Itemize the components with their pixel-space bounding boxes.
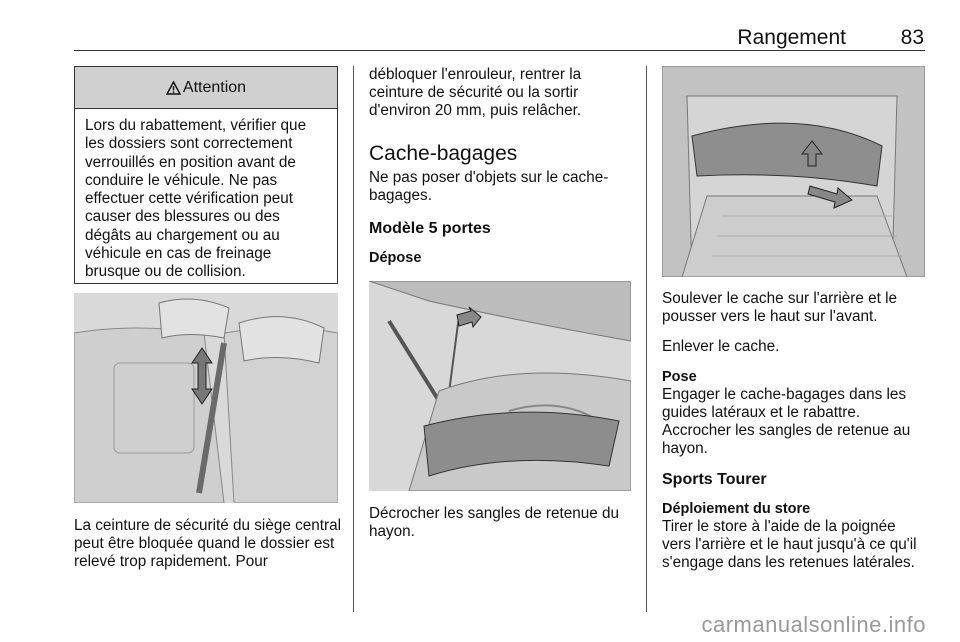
- page-header-title: Rangement: [737, 26, 846, 49]
- continued-paragraph: débloquer l'enrouleur, rentrer la ceinture de sécurité ou la sortir d'environ 20 mm, puis relâcher.: [369, 66, 582, 119]
- column-divider: [353, 66, 354, 612]
- cache-bagages-text: Ne pas poser d'objets sur le cache-bagages.: [369, 169, 609, 204]
- watermark: carmanualsonline.info: [701, 612, 926, 637]
- warning-text: Lors du rabattement, vérifier que les dossiers sont correctement verrouillés en position avant de conduire le véhicule. Ne pas effectuer cette vérification peut causer des blessures ou des dégâts au chargement ou au véhicule en cas de freinage brusque ou de collision.: [85, 117, 307, 281]
- heading-depose: Dépose: [369, 250, 422, 266]
- depose-text: Décrocher les sangles de retenue du hayon.: [369, 505, 620, 540]
- page-number: 83: [900, 26, 924, 49]
- header-rule: [74, 50, 925, 51]
- warning-triangle-icon: [166, 81, 181, 95]
- heading-cache-bagages: Cache-bagages: [369, 142, 518, 165]
- heading-modele-5-portes: Modèle 5 portes: [369, 220, 491, 237]
- remove-cover-text: Enlever le cache.: [662, 338, 780, 355]
- cargo-cover-illustration: [662, 66, 925, 277]
- lift-cover-text: Soulever le cache sur l'arrière et le pousser vers le haut sur l'avant.: [662, 290, 898, 325]
- warning-box: [74, 66, 338, 284]
- tailgate-removal-illustration: [369, 281, 631, 491]
- deploiement-text: Tirer le store à l'aide de la poignée vers l'arrière et le haut jusqu'à ce qu'il s'engage dans les retenues latérales.: [662, 518, 917, 571]
- column-divider: [646, 66, 647, 612]
- seat-belt-paragraph: La ceinture de sécurité du siège central peut être bloquée quand le dossier est relevé trop rapidement. Pour: [74, 517, 342, 570]
- warning-title: Attention: [182, 78, 247, 96]
- heading-deploiement-store: Déploiement du store: [662, 501, 811, 517]
- heading-sports-tourer: Sports Tourer: [662, 471, 767, 488]
- pose-text: Engager le cache-bagages dans les guides latéraux et le rabattre. Accrocher les sangles de retenue au hayon.: [662, 386, 911, 457]
- warning-header: [75, 67, 337, 109]
- heading-pose: Pose: [662, 369, 697, 385]
- rear-seat-belt-illustration: [74, 293, 338, 503]
